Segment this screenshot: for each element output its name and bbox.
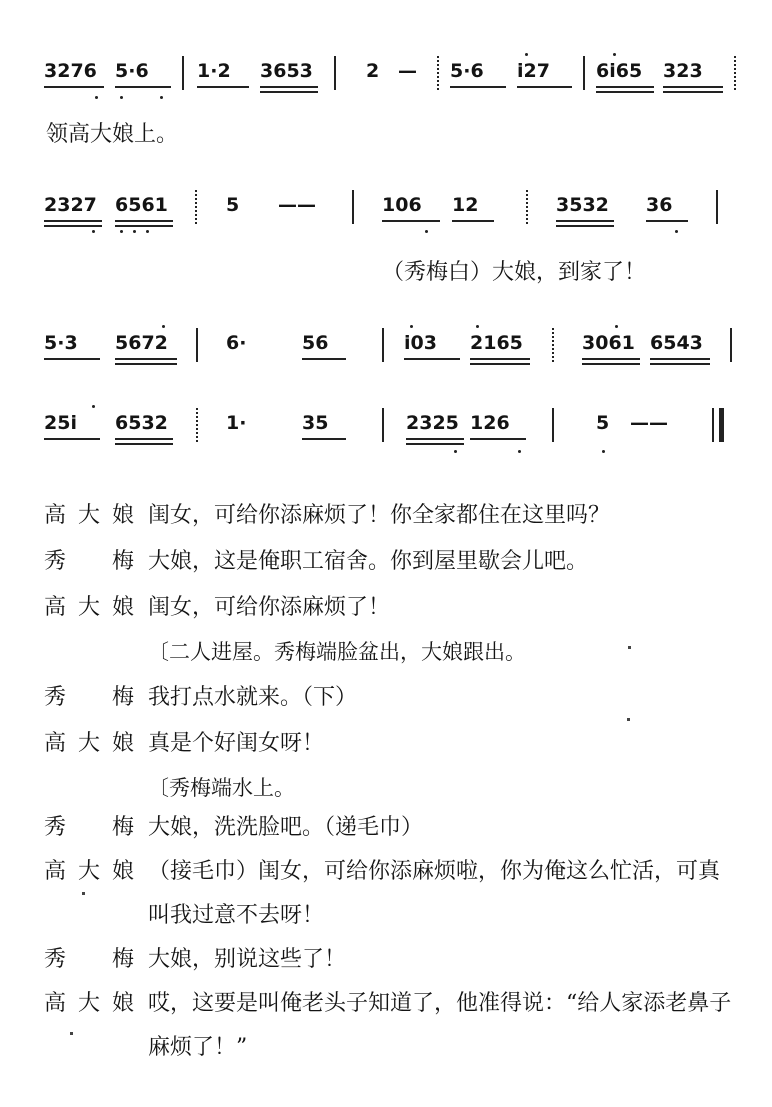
bar-line xyxy=(526,190,528,224)
speech-text: 我打点水就来。（下） xyxy=(148,685,358,710)
note-group: 5·6 xyxy=(115,60,149,82)
scan-speck xyxy=(627,718,630,721)
beam-line xyxy=(260,91,318,93)
octave-dot xyxy=(615,325,618,328)
beam-line xyxy=(44,225,102,227)
octave-dot xyxy=(602,450,605,453)
beam-line xyxy=(382,220,440,222)
bar-line xyxy=(334,56,336,90)
beam-line xyxy=(302,438,346,440)
speech-text: 哎，这要是叫俺老头子知道了，他准得说：“给人家添老鼻子麻烦了！” xyxy=(148,991,732,1060)
note-group: 25i xyxy=(44,412,77,434)
speech-text: 大娘，洗洗脸吧。（递毛巾） xyxy=(148,815,424,840)
bar-line xyxy=(382,328,384,362)
speaker-name: 高大娘 xyxy=(44,859,134,884)
note-group: i03 xyxy=(404,332,437,354)
stage-direction-text: 〔二人进屋。秀梅端脸盆出，大娘跟出。 xyxy=(148,640,526,664)
speech-text: 大娘，别说这些了！ xyxy=(148,947,347,972)
beam-line xyxy=(404,358,460,360)
note-group: 36 xyxy=(646,194,673,216)
beam-line xyxy=(197,86,249,88)
beam-line xyxy=(470,438,526,440)
beam-line xyxy=(115,358,177,360)
note-group: 56 xyxy=(302,332,329,354)
speech-text: 闺女，可给你添麻烦了！你全家都住在这里吗？ xyxy=(148,503,611,528)
beam-line xyxy=(650,363,710,365)
stage-direction-text: 〔秀梅端水上。 xyxy=(148,776,295,800)
note-group: 6532 xyxy=(115,412,168,434)
dialogue-line xyxy=(0,680,772,720)
bar-line xyxy=(583,56,585,90)
beam-line xyxy=(646,220,688,222)
note-group: 2327 xyxy=(44,194,97,216)
score-row-1 xyxy=(0,58,772,98)
octave-dot xyxy=(425,230,428,233)
beam-line xyxy=(44,358,100,360)
dialogue-line xyxy=(0,986,772,1074)
score-row-3 xyxy=(0,330,772,370)
beam-line xyxy=(406,438,464,440)
dialogue-line xyxy=(0,726,772,766)
beam-line xyxy=(663,86,723,88)
speaker-name: 秀 梅 xyxy=(44,815,134,840)
bar-line xyxy=(196,328,198,362)
note-group: 126 xyxy=(470,412,510,434)
scan-speck xyxy=(70,1032,73,1035)
speech-text: （接毛巾）闺女，可给你添麻烦啦，你为俺这么忙活，可真叫我过意不去呀！ xyxy=(148,859,721,928)
score-row-2 xyxy=(0,192,772,232)
note-group: 1·2 xyxy=(197,60,231,82)
speaker-name: 高大娘 xyxy=(44,595,134,620)
beam-line xyxy=(663,91,723,93)
octave-dot xyxy=(146,230,149,233)
octave-dot xyxy=(518,450,521,453)
note-group: 5 xyxy=(226,194,240,216)
note-group: 6543 xyxy=(650,332,703,354)
dialogue-line xyxy=(0,854,772,942)
octave-dot xyxy=(95,96,98,99)
bar-line xyxy=(552,328,554,362)
note-group: 12 xyxy=(452,194,479,216)
note-group: 3532 xyxy=(556,194,609,216)
beam-line xyxy=(556,220,614,222)
speech-text: 大娘，这是俺职工宿舍。你到屋里歇会儿吧。 xyxy=(148,549,589,574)
final-bar-line xyxy=(719,408,724,442)
octave-dot xyxy=(525,53,528,56)
bar-line xyxy=(734,56,736,90)
beam-line xyxy=(596,91,654,93)
speaker-name: 高大娘 xyxy=(44,503,134,528)
beam-line xyxy=(302,358,346,360)
dialogue-line xyxy=(0,590,772,630)
octave-dot xyxy=(410,325,413,328)
score-row-4 xyxy=(0,410,772,450)
note-group: —— xyxy=(630,412,668,434)
note-group: 1· xyxy=(226,412,247,434)
stage-direction xyxy=(0,634,772,674)
octave-dot xyxy=(454,450,457,453)
beam-line xyxy=(582,363,640,365)
note-group: 5·6 xyxy=(450,60,484,82)
octave-dot xyxy=(675,230,678,233)
octave-dot xyxy=(613,53,616,56)
beam-line xyxy=(582,358,640,360)
beam-line xyxy=(470,363,530,365)
speech-text: 闺女，可给你添麻烦了！ xyxy=(148,595,391,620)
octave-dot xyxy=(120,230,123,233)
beam-line xyxy=(650,358,710,360)
speaker-name: 高大娘 xyxy=(44,991,134,1016)
beam-line xyxy=(44,438,100,440)
beam-line xyxy=(517,86,572,88)
note-group: 6561 xyxy=(115,194,168,216)
stage-direction xyxy=(0,770,772,810)
beam-line xyxy=(556,225,614,227)
note-group: 6· xyxy=(226,332,247,354)
note-group: 2 xyxy=(366,60,380,82)
beam-line xyxy=(406,443,464,445)
note-group: 5 xyxy=(596,412,610,434)
bar-line xyxy=(352,190,354,224)
beam-line xyxy=(452,220,494,222)
bar-line xyxy=(196,408,198,442)
lyric-line: （秀梅白）大娘，到家了！ xyxy=(382,260,647,285)
beam-line xyxy=(596,86,654,88)
bar-line xyxy=(437,56,439,90)
note-group: 106 xyxy=(382,194,422,216)
beam-line xyxy=(115,443,173,445)
beam-line xyxy=(115,86,171,88)
note-group: 35 xyxy=(302,412,329,434)
note-group: 3061 xyxy=(582,332,635,354)
octave-dot xyxy=(160,96,163,99)
bar-line xyxy=(552,408,554,442)
speaker-name: 秀 梅 xyxy=(44,685,134,710)
note-group: i27 xyxy=(517,60,550,82)
note-group: 2165 xyxy=(470,332,523,354)
octave-dot xyxy=(476,325,479,328)
beam-line xyxy=(470,358,530,360)
octave-dot xyxy=(120,96,123,99)
octave-dot xyxy=(92,230,95,233)
note-group: —— xyxy=(278,194,316,216)
note-group: — xyxy=(398,60,417,82)
dialogue-line xyxy=(0,544,772,584)
scan-speck xyxy=(82,892,85,895)
beam-line xyxy=(44,220,102,222)
speaker-name: 高大娘 xyxy=(44,731,134,756)
note-group: 3276 xyxy=(44,60,97,82)
beam-line xyxy=(44,86,104,88)
beam-line xyxy=(115,438,173,440)
dialogue-line xyxy=(0,498,772,538)
beam-line xyxy=(115,225,173,227)
bar-line xyxy=(730,328,732,362)
bar-line xyxy=(195,190,197,224)
note-group: 2325 xyxy=(406,412,459,434)
speaker-name: 秀 梅 xyxy=(44,947,134,972)
dialogue-line xyxy=(0,942,772,982)
octave-dot xyxy=(162,325,165,328)
beam-line xyxy=(115,220,173,222)
lyric-line: 领高大娘上。 xyxy=(46,122,179,147)
beam-line xyxy=(115,363,177,365)
note-group: 323 xyxy=(663,60,703,82)
bar-line xyxy=(382,408,384,442)
note-group: 5·3 xyxy=(44,332,78,354)
octave-dot xyxy=(133,230,136,233)
speech-text: 真是个好闺女呀！ xyxy=(148,731,325,756)
note-group: 6i65 xyxy=(596,60,643,82)
beam-line xyxy=(260,86,318,88)
octave-dot xyxy=(92,405,95,408)
note-group: 5672 xyxy=(115,332,168,354)
scan-speck xyxy=(628,646,631,649)
beam-line xyxy=(450,86,506,88)
note-group: 3653 xyxy=(260,60,313,82)
dialogue-line xyxy=(0,810,772,850)
bar-line xyxy=(182,56,184,90)
bar-line xyxy=(716,190,718,224)
bar-line xyxy=(712,408,714,442)
speaker-name: 秀 梅 xyxy=(44,549,134,574)
